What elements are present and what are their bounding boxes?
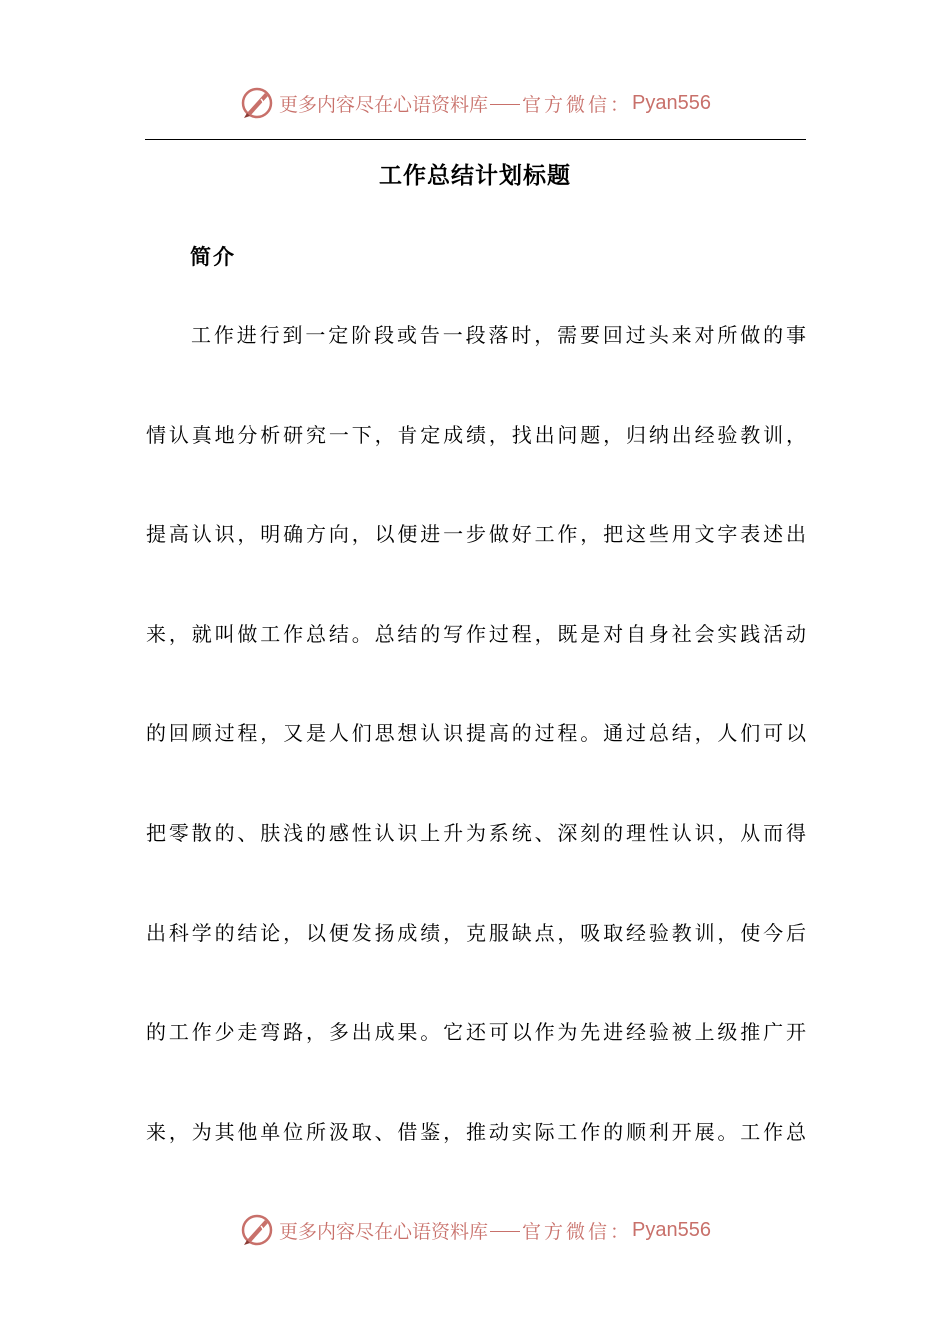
- watermark-id-text: Pyan556: [632, 91, 711, 114]
- watermark-id-text: Pyan556: [632, 1218, 711, 1241]
- header-watermark: [0, 83, 950, 123]
- pen-logo-icon: [239, 1212, 275, 1248]
- body-paragraph: [146, 315, 806, 1211]
- body-line: 来，就叫做工作总结。总结的写作过程，既是对自身社会实践活动: [146, 621, 806, 646]
- body-line: 把零散的、肤浅的感性认识上升为系统、深刻的理性认识，从而得: [146, 820, 806, 845]
- body-line: 的回顾过程，又是人们思想认识提高的过程。通过总结，人们可以: [146, 721, 806, 746]
- footer-watermark: [0, 1210, 950, 1250]
- watermark-sub-text: 官方微信：: [522, 1220, 633, 1243]
- body-line: 来，为其他单位所汲取、借鉴，推动实际工作的顺利开展。工作总: [146, 1119, 806, 1144]
- body-line: 出科学的结论，以便发扬成绩，克服缺点，吸取经验教训，使今后: [146, 920, 806, 945]
- pen-logo-icon: [239, 85, 275, 121]
- section-heading: 简介: [190, 244, 236, 269]
- watermark-dash: [490, 1231, 520, 1232]
- watermark-main-text: 更多内容尽在心语资料库: [279, 93, 489, 116]
- watermark-dash: [490, 104, 520, 105]
- watermark-sub-text: 官方微信：: [522, 93, 633, 116]
- body-line: 情认真地分析研究一下，肯定成绩，找出问题，归纳出经验教训，: [146, 422, 806, 447]
- document-title: 工作总结计划标题: [379, 162, 571, 189]
- body-line: 的工作少走弯路，多出成果。它还可以作为先进经验被上级推广开: [146, 1020, 806, 1045]
- watermark-main-text: 更多内容尽在心语资料库: [279, 1220, 489, 1243]
- body-line: 工作进行到一定阶段或告一段落时，需要回过头来对所做的事: [191, 323, 806, 347]
- body-line: 提高认识，明确方向，以便进一步做好工作，把这些用文字表述出: [146, 522, 806, 547]
- header-divider: [145, 139, 806, 140]
